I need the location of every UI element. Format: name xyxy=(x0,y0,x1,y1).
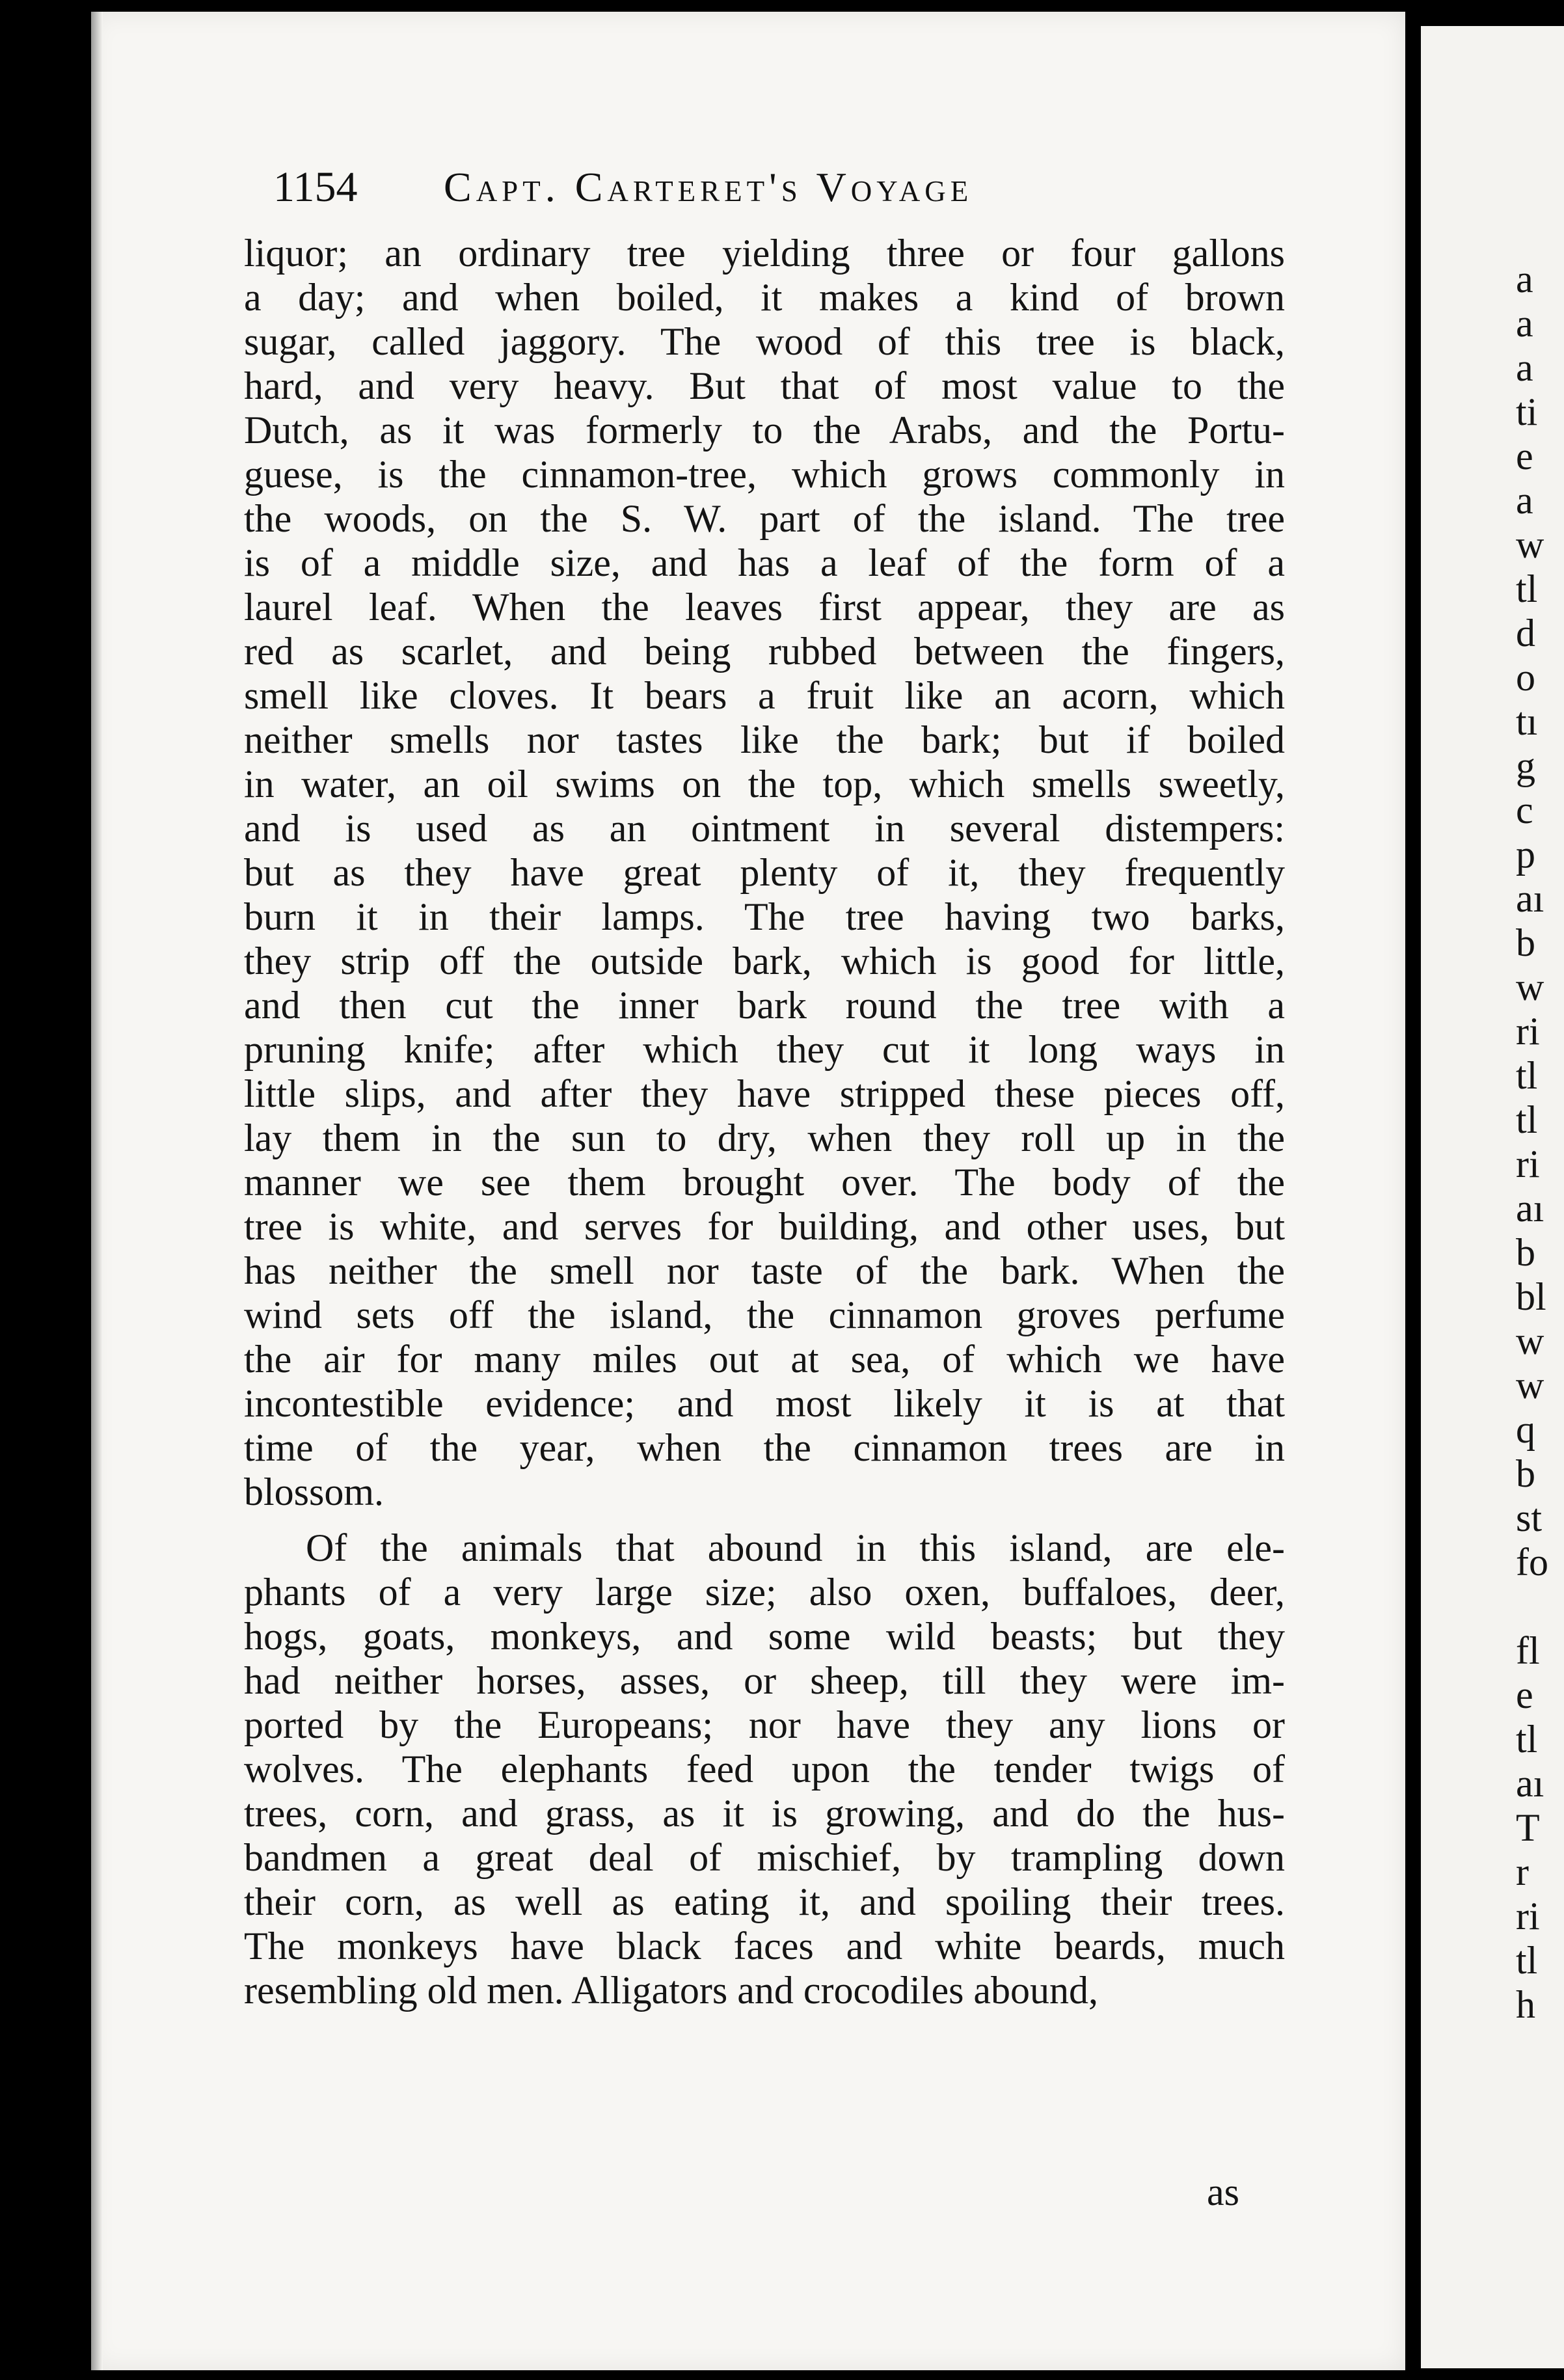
page-edge-shadow xyxy=(91,12,103,2370)
text-line: had neither horses, asses, or sheep, till they were im- xyxy=(244,1659,1285,1702)
facing-page-fragment: tl xyxy=(1516,1098,1538,1141)
text-line: sugar, called jaggory. The wood of this tree is black, xyxy=(244,320,1285,363)
facing-page-fragment: w xyxy=(1516,1364,1544,1407)
text-line: and is used as an ointment in several distempers: xyxy=(244,807,1285,850)
body-text xyxy=(244,231,1285,2012)
text-line: red as scarlet, and being rubbed between the fingers, xyxy=(244,630,1285,673)
facing-page-fragment: tl xyxy=(1516,1054,1538,1097)
text-line: The monkeys have black faces and white beards, much xyxy=(244,1925,1285,1968)
facing-page-fragment: w xyxy=(1516,1319,1544,1362)
facing-page-fragment: r xyxy=(1516,1850,1529,1893)
text-line: manner we see them brought over. The body of the xyxy=(244,1161,1285,1204)
facing-page-fragment: aı xyxy=(1516,877,1544,920)
text-line: bandmen a great deal of mischief, by trampling down xyxy=(244,1836,1285,1879)
text-line: pruning knife; after which they cut it long ways in xyxy=(244,1028,1285,1071)
text-line: time of the year, when the cinnamon trees are in xyxy=(244,1426,1285,1469)
text-line: in water, an oil swims on the top, which smells sweetly, xyxy=(244,763,1285,805)
text-line: resembling old men. Alligators and crocodiles abound, xyxy=(244,1969,1099,2012)
facing-page-fragment: g xyxy=(1516,744,1535,787)
facing-page-fragment: p xyxy=(1516,833,1535,876)
text-line: trees, corn, and grass, as it is growing, and do the hus- xyxy=(244,1792,1285,1835)
facing-page-fragment: w xyxy=(1516,523,1544,566)
text-line: laurel leaf. When the leaves first appear, they are as xyxy=(244,586,1285,629)
facing-page-fragment: ri xyxy=(1516,1010,1540,1053)
facing-page-fragment: e xyxy=(1516,435,1533,478)
facing-page-fragment: w xyxy=(1516,966,1544,1008)
text-line: little slips, and after they have stripped these pieces off, xyxy=(244,1072,1285,1115)
text-line: guese, is the cinnamon-tree, which grows commonly in xyxy=(244,453,1285,496)
text-line: burn it in their lamps. The tree having two barks, xyxy=(244,895,1285,938)
facing-page-fragment: st xyxy=(1516,1496,1543,1539)
text-line: and then cut the inner bark round the tree with a xyxy=(244,984,1285,1027)
text-line: tree is white, and serves for building, and other uses, but xyxy=(244,1205,1285,1248)
text-line: their corn, as well as eating it, and spoiling their trees. xyxy=(244,1880,1285,1923)
facing-page-fragment: fo xyxy=(1516,1541,1548,1584)
text-line: the woods, on the S. W. part of the island. The tree xyxy=(244,497,1285,540)
facing-page-fragment: tl xyxy=(1516,1939,1538,1982)
facing-page-fragment: e xyxy=(1516,1673,1533,1716)
text-line: smell like cloves. It bears a fruit like an acorn, which xyxy=(244,674,1285,717)
paragraph-animals xyxy=(244,1526,1285,2012)
text-line: incontestible evidence; and most likely it is at that xyxy=(244,1382,1285,1425)
facing-page-fragment: bl xyxy=(1516,1275,1546,1318)
facing-page-fragment: tl xyxy=(1516,567,1538,610)
text-line: Dutch, as it was formerly to the Arabs, and the Portu- xyxy=(244,409,1285,452)
text-line: ported by the Europeans; nor have they any lions or xyxy=(244,1703,1285,1746)
facing-page-fragment: ri xyxy=(1516,1143,1540,1185)
facing-page-fragment: a xyxy=(1516,479,1533,522)
text-line: neither smells nor tastes like the bark; but if boiled xyxy=(244,718,1285,761)
text-line: blossom. xyxy=(244,1470,384,1513)
text-line: is of a middle size, and has a leaf of the form of a xyxy=(244,541,1285,584)
facing-page-fragment: aı xyxy=(1516,1187,1544,1230)
catchword: as xyxy=(1207,2170,1239,2213)
facing-page-fragment: a xyxy=(1516,302,1533,345)
text-line: wind sets off the island, the cinnamon groves perfume xyxy=(244,1293,1285,1336)
text-line: hard, and very heavy. But that of most value to the xyxy=(244,364,1285,407)
text-line: a day; and when boiled, it makes a kind of brown xyxy=(244,276,1285,319)
text-line: they strip off the outside bark, which is good for little, xyxy=(244,940,1285,982)
text-line: Of the animals that abound in this island, are ele- xyxy=(306,1526,1285,1569)
facing-page-fragment: a xyxy=(1516,258,1533,301)
text-line: lay them in the sun to dry, when they roll up in the xyxy=(244,1116,1285,1159)
facing-page-fragment: d xyxy=(1516,612,1535,655)
page-number: 1154 xyxy=(273,163,358,211)
paragraph-cinnamon xyxy=(244,231,1285,1514)
text-line: has neither the smell nor taste of the bark. When the xyxy=(244,1249,1285,1292)
facing-page-fragment: q xyxy=(1516,1408,1535,1451)
facing-page-fragment: o xyxy=(1516,656,1535,699)
running-title: Capt. Carteret's Voyage xyxy=(444,164,973,210)
facing-page-fragment: h xyxy=(1516,1983,1535,2026)
facing-page-fragment: c xyxy=(1516,789,1533,832)
text-line: hogs, goats, monkeys, and some wild beasts; but they xyxy=(244,1615,1285,1658)
text-line: liquor; an ordinary tree yielding three or four gallons xyxy=(244,232,1285,275)
facing-page-fragment: b xyxy=(1516,1231,1535,1274)
facing-page-fragment: tı xyxy=(1516,700,1538,743)
facing-page-fragment: tl xyxy=(1516,1718,1538,1761)
facing-page-fragment: T xyxy=(1516,1806,1540,1849)
facing-page-fragment: b xyxy=(1516,921,1535,964)
book-gutter xyxy=(1405,0,1421,2380)
running-head xyxy=(273,155,1288,226)
facing-page-fragment xyxy=(1516,1584,1564,1629)
text-line: the air for many miles out at sea, of which we have xyxy=(244,1338,1285,1381)
facing-page-text-fragments xyxy=(1516,257,1564,2027)
facing-page-fragment: ti xyxy=(1516,390,1538,433)
text-line: phants of a very large size; also oxen, buffaloes, deer, xyxy=(244,1571,1285,1614)
facing-page-fragment: fl xyxy=(1516,1629,1540,1672)
text-line: but as they have great plenty of it, they frequently xyxy=(244,851,1285,894)
text-line: wolves. The elephants feed upon the tender twigs of xyxy=(244,1748,1285,1791)
facing-page-fragment: ri xyxy=(1516,1895,1540,1938)
facing-page-fragment: a xyxy=(1516,346,1533,389)
facing-page-fragment: aı xyxy=(1516,1762,1544,1805)
facing-page-fragment: b xyxy=(1516,1452,1535,1495)
